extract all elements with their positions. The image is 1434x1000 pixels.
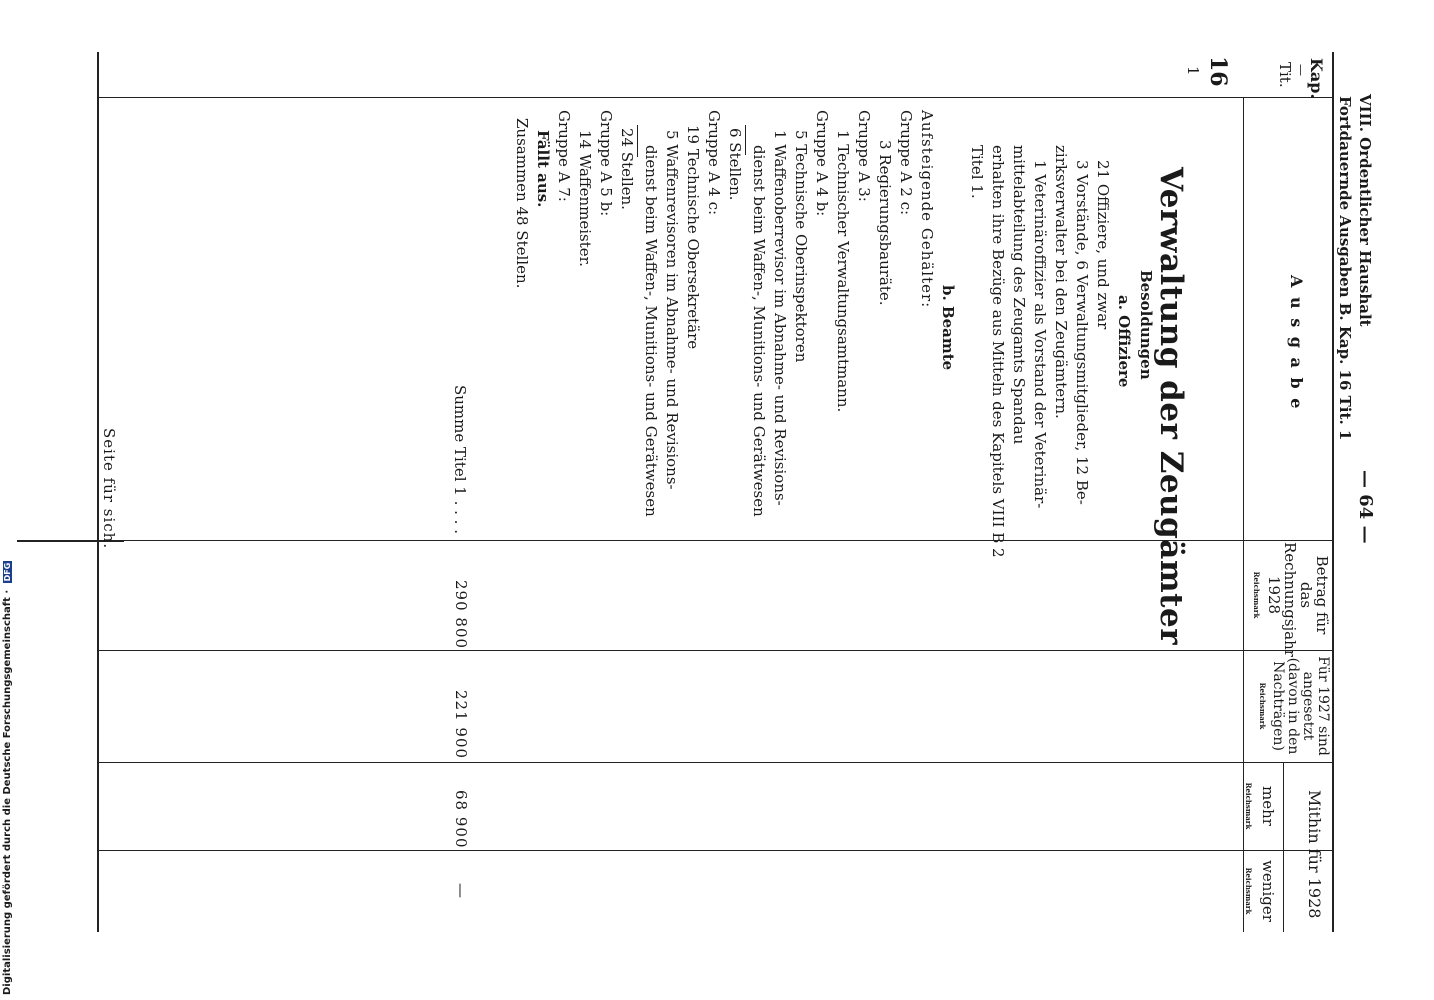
col-rule-1: [99, 97, 1334, 98]
stellen-line: 1 Waffenoberrevisor im Abnahme- und Revisions-: [771, 130, 789, 506]
header-subtitle: Fortdauernde Ausgaben B. Kap. 16 Tit. 1: [1336, 96, 1354, 441]
dfg-logo: DFG: [3, 562, 12, 582]
col-rule-4: [99, 762, 1334, 763]
kap-header: Kap.: [1307, 58, 1326, 100]
col-rule-5: [99, 850, 1334, 851]
tit-header: Tit.: [1276, 62, 1294, 88]
sum-rule: [637, 125, 638, 157]
rotated-budget-sheet: VIII. Ordentlicher Haushalt Fortdauernde Ausgaben B. Kap. 16 Tit. 1 — 64 — Kap. — Tit. A u s g a b e Betrag für das Rechnungsjahr 1928 Reichsmark Für 1927 sind angesetzt (davon in den Nachträgen) Reichsmark Mithin für 1928 mehr Reichsmark weniger Reichsmark 16 1 Verwaltung der Zeugämter Besoldungen a. Offiziere 21 Offiziere, und zwar 3 Vorstände, 6 Verwaltungsmitglieder, 12 Be- zirksverwalter bei den Zeugämtern. 1 Veterinäroffizier als Vorstand der Veterinär- mittelabteilung des Zeugamts Spandau erhalten ihre Bezüge aus Mitteln des Kapitels VIII B 2 Titel 1. b. Beamte Aufsteigende Gehälter: Gruppe A 2 c: 3 Regierungsbauräte. Gruppe A 3: 1 Technischer Verwaltungsamtmann. Gruppe A 4 b: 5 Technische Oberinspektoren 1 Waffenoberrevisor im Abnahme- und Revisions- dienst beim Waffen-, Munitions- und Gerätwesen 6 Stellen. Gruppe A 4 c: 19 Technische Obersekretäre 5 Waffenrevisoren im Abnahme- und Revisions- dienst beim Waffen-, Munitions- und Gerätwesen 24 Stellen. Gruppe A 5 b: 14 Waffenmeister. Gruppe A 7: Fällt aus. Zusammen 48 Stellen. Summe Titel 1 . . . . 290 800 221 900 68 900 — Seite für sich.: [0, 0, 1434, 1000]
stellen-sum: 6 Stellen.: [726, 128, 744, 201]
stellen-line: Fällt aus.: [534, 130, 552, 208]
amount-1928: 290 800: [452, 580, 470, 650]
seite-fuer-sich: Seite für sich.: [100, 428, 118, 550]
digitization-note: Digitalisierung gefördert durch die Deutsche Forschungsgemeinschaft · DFG: [2, 562, 13, 995]
mithin-header: Mithin für 1928: [1305, 790, 1324, 919]
unit-label: Reichsmark: [1244, 867, 1253, 915]
col-rule-2: [99, 540, 1334, 541]
gruppe-line: Gruppe A 5 b:: [597, 110, 615, 217]
sum-rule: [745, 125, 746, 155]
tit-value: 1: [1184, 66, 1202, 76]
fuer-1927-header: Für 1927 sind angesetzt (davon in den Nachträgen) Reichsmark: [1255, 652, 1330, 760]
aufsteigend-line: Aufsteigende Gehälter:: [918, 110, 936, 309]
gruppe-line: Gruppe A 2 c:: [897, 110, 915, 216]
stellen-line: 1 Technischer Verwaltungsamtmann.: [834, 130, 852, 413]
stellen-line: 19 Technische Obersekretäre: [684, 125, 702, 350]
offiziere-line: mittelabteilung des Zeugamts Spandau: [1010, 145, 1028, 445]
page-number: — 64 —: [1355, 470, 1376, 544]
betrag-header: Betrag für das Rechnungsjahr 1928 Reichsmark: [1248, 542, 1330, 648]
mehr-header: mehr Reichsmark: [1240, 764, 1276, 848]
amount-1927: 221 900: [452, 690, 470, 760]
amount-weniger: —: [452, 883, 470, 899]
offiziere-line: 1 Veterinäroffizier als Vorstand der Veterinär-: [1031, 160, 1049, 509]
beamte-heading: b. Beamte: [939, 285, 957, 371]
stellen-line: 14 Waffenmeister.: [576, 130, 594, 267]
offiziere-line: erhalten ihre Bezüge aus Mitteln des Kapitels VIII B 2: [989, 145, 1007, 558]
stellen-line: 5 Technische Oberinspektoren: [792, 130, 810, 363]
header-left: VIII. Ordentlicher Haushalt: [1356, 94, 1374, 327]
stellen-line: dienst beim Waffen-, Munitions- und Gerätwesen: [642, 145, 660, 517]
section-title: Verwaltung der Zeugämter: [1153, 167, 1189, 646]
unit-label: Reichsmark: [1252, 571, 1261, 619]
gruppe-line: Gruppe A 4 c:: [705, 110, 723, 216]
offiziere-line: Titel 1.: [968, 145, 986, 199]
gruppe-line: Gruppe A 7:: [555, 110, 573, 202]
besoldungen-heading: Besoldungen: [1137, 270, 1155, 380]
offiziere-line: 21 Offiziere, und zwar: [1094, 160, 1112, 330]
summe-line: Summe Titel 1 . . . .: [451, 385, 469, 534]
offiziere-heading: a. Offiziere: [1115, 295, 1133, 388]
gruppe-line: Gruppe A 3:: [855, 110, 873, 202]
mithin-rule: [1283, 762, 1284, 932]
offiziere-line: zirksverwalter bei den Zeugämtern.: [1052, 145, 1070, 419]
unit-label: Reichsmark: [1258, 682, 1267, 730]
weniger-header: weniger Reichsmark: [1240, 852, 1276, 930]
offiziere-line: 3 Vorstände, 6 Verwaltungsmitglieder, 12 Be-: [1073, 160, 1091, 505]
stellen-sum: 24 Stellen.: [618, 128, 636, 210]
stellen-line: 3 Regierungsbauräte.: [876, 140, 894, 306]
ausgabe-header: A u s g a b e: [1287, 275, 1306, 411]
gruppe-line: Gruppe A 4 b:: [813, 110, 831, 217]
unit-label: Reichsmark: [1244, 782, 1253, 830]
zusammen-line: Zusammen 48 Stellen.: [513, 118, 531, 289]
amount-mehr: 68 900: [452, 790, 470, 849]
col-rule-3: [99, 650, 1334, 651]
kap-value: 16: [1205, 56, 1231, 87]
stellen-line: dienst beim Waffen-, Munitions- und Gerätwesen: [750, 145, 768, 517]
stellen-line: 5 Waffenrevisoren im Abnahme- und Revisions-: [663, 130, 681, 490]
table-top-rule: [1332, 52, 1334, 932]
